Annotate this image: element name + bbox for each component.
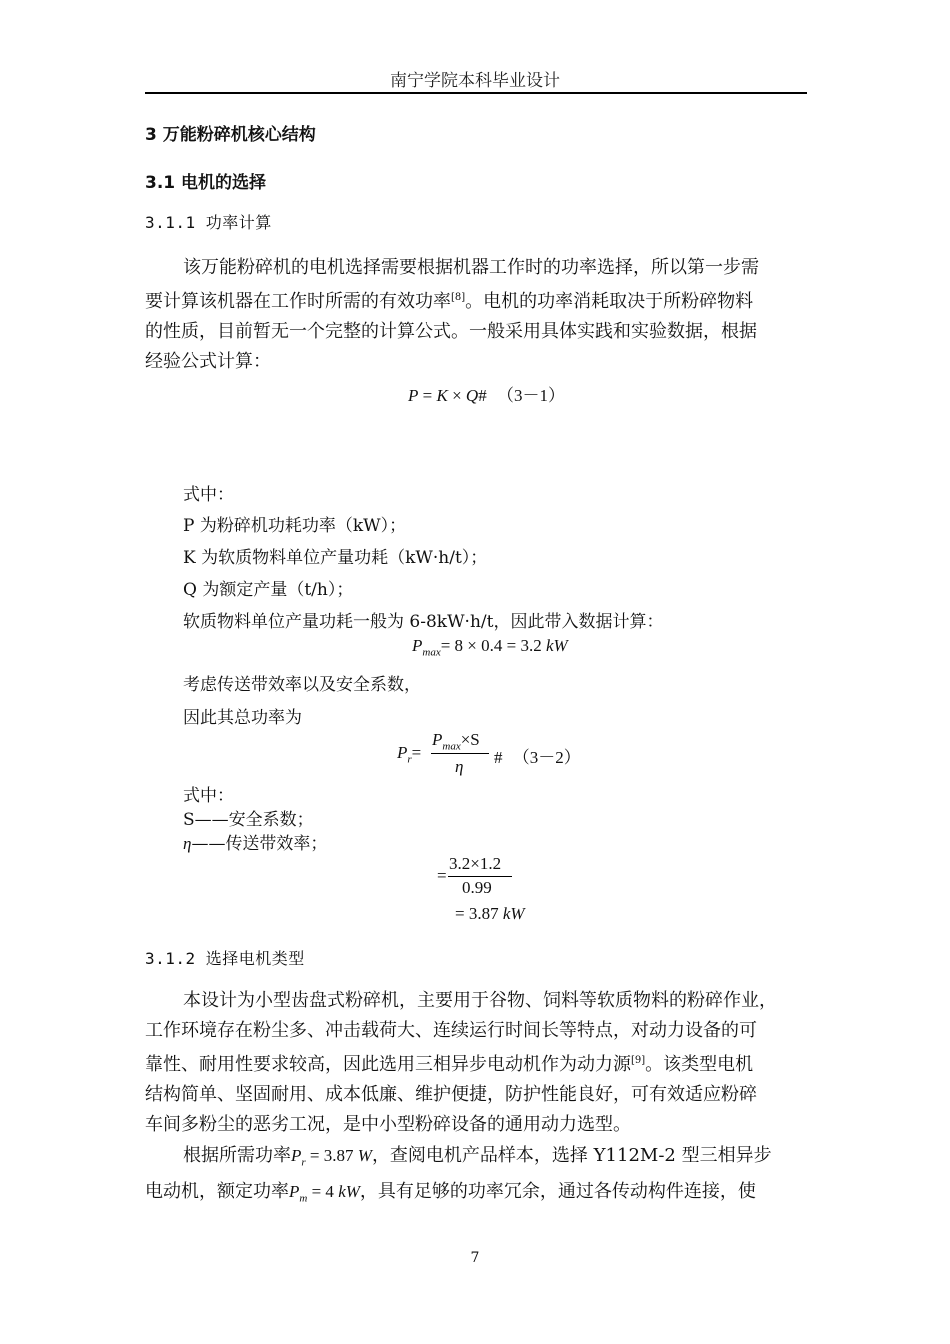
chapter-heading: 3 万能粉碎机核心结构	[145, 125, 316, 145]
eq-var-p: P	[397, 743, 408, 762]
eq-subscript: max	[422, 646, 441, 659]
page-number: 7	[470, 1250, 480, 1266]
eq-tail	[494, 743, 581, 768]
eq-var-p: P	[432, 730, 443, 749]
text-segment: 。该类型电机	[645, 1054, 754, 1075]
fraction-numerator: 3.2×1.2	[449, 854, 502, 873]
total-power-line: 因此其总功率为	[183, 708, 302, 728]
eq-var-p: P	[412, 636, 423, 655]
text-line: 经验公式计算：	[145, 351, 271, 372]
text-line: 结构简单、坚固耐用、成本低廉、维护便捷，防护性能良好，可有效适应粉碎	[145, 1084, 757, 1105]
eq-hash: #	[494, 748, 503, 767]
eq-lhs	[397, 743, 421, 765]
text-line	[145, 1046, 807, 1080]
subsection-heading-power-calc: 3.1.1 功率计算	[145, 213, 272, 232]
equation-3-1	[408, 381, 565, 406]
eq-var-eta: η	[455, 757, 464, 776]
where-title: 式中：	[183, 485, 234, 505]
eq-unit: kW	[338, 1182, 360, 1202]
text-segment: 。电机的功率消耗取决于所粉碎物料	[465, 291, 754, 312]
text-line: 工作环境存在粉尘多、冲击载荷大、连续运行时间长等特点，对动力设备的可	[145, 1020, 757, 1041]
text-line	[145, 1177, 807, 1213]
eq-unit: kW	[545, 636, 568, 655]
text-line	[145, 283, 807, 317]
eq-equals: =	[422, 386, 433, 405]
where-def-p: P 为粉碎机功耗功率（kW）；	[183, 516, 407, 536]
text-segment: ，具有足够的功率冗余，通过各传动构件连接，使	[359, 1181, 756, 1203]
citation-ref: [9]	[631, 1055, 646, 1066]
eq-times: ×	[452, 386, 462, 405]
where-title: 式中：	[183, 786, 234, 806]
eq-var-eta: η	[183, 834, 192, 853]
eq-unit: W	[357, 1146, 372, 1165]
eq-var-p: P	[408, 386, 419, 405]
eq-num-rest: ×S	[460, 730, 480, 749]
eq-rhs: = 3.87	[305, 1146, 358, 1165]
eq-subscript: r	[301, 1156, 306, 1169]
where-def-q: Q 为额定产量（t/h）；	[183, 580, 354, 600]
eq-rhs: = 8 × 0.4 = 3.2	[440, 636, 546, 655]
fraction-bar	[448, 876, 512, 877]
text-segment: ，查阅电机产品样本，选择 Y112M-2 型三相异步	[371, 1145, 772, 1166]
text-segment: 根据所需功率	[183, 1145, 291, 1166]
text-segment: 靠性、耐用性要求较高，因此选用三相异步电动机作为动力源	[145, 1054, 631, 1075]
where-def-k: K 为软质物料单位产量功耗（kW·h/t）；	[183, 548, 488, 568]
paragraph-motor-selection	[145, 1141, 807, 1214]
eq-equals: =	[411, 743, 422, 762]
eq-subscript: m	[299, 1192, 308, 1205]
subsection-heading-motor-type: 3.1.2 选择电机类型	[145, 949, 305, 968]
text-line: 该万能粉碎机的电机选择需要根据机器工作时的功率选择，所以第一步需	[183, 257, 759, 278]
header-divider	[145, 92, 807, 94]
fraction-denominator	[455, 757, 463, 777]
text-line: 车间多粉尘的恶劣工况，是中小型粉碎设备的通用动力选型。	[145, 1114, 631, 1135]
equation-pmax	[412, 636, 568, 658]
eq-subscript: r	[407, 753, 412, 766]
fraction-numerator	[432, 730, 480, 752]
eq-rhs: = 3.87	[455, 904, 503, 923]
eq-unit: kW	[502, 904, 525, 923]
paragraph-power-intro	[145, 253, 807, 377]
eq-rhs: = 4	[307, 1182, 339, 1202]
text-line: 的性质，目前暂无一个完整的计算公式。一般采用具体实践和实验数据，根据	[145, 321, 757, 342]
fraction-bar	[431, 753, 489, 754]
text-segment: 电动机，额定功率	[145, 1181, 289, 1203]
text-segment: 要计算该机器在工作时所需的有效功率	[145, 291, 451, 312]
where-def-s: S——安全系数；	[183, 810, 314, 830]
inline-formula-pm	[289, 1182, 360, 1205]
eq-hash: #	[478, 386, 487, 405]
consumption-note: 软质物料单位产量功耗一般为 6-8kW·h/t，因此带入数据计算：	[183, 612, 664, 632]
text-line	[145, 1141, 807, 1177]
inline-formula-pr	[291, 1146, 372, 1169]
eq-var-p: P	[291, 1146, 302, 1165]
consider-line: 考虑传送带效率以及安全系数，	[183, 675, 421, 695]
paragraph-motor-type	[145, 986, 807, 1140]
calc-result	[455, 904, 525, 924]
text-segment: ——传送带效率；	[191, 834, 328, 854]
eq-equals: =	[437, 866, 447, 885]
eq-subscript: max	[442, 740, 461, 753]
fraction-denominator: 0.99	[462, 878, 492, 897]
eq-var-k: K	[436, 386, 448, 405]
eq-var-q: Q	[465, 386, 479, 405]
text-line: 本设计为小型齿盘式粉碎机，主要用于谷物、饲料等软质物料的粉碎作业，	[183, 990, 777, 1011]
citation-ref: [8]	[451, 292, 466, 303]
section-heading: 3.1 电机的选择	[145, 173, 267, 193]
eq-label: （3－1）	[496, 386, 565, 405]
eq-label: （3－2）	[512, 748, 581, 767]
page-header-title: 南宁学院本科毕业设计	[390, 71, 560, 91]
eq-var-p: P	[289, 1182, 300, 1202]
where-def-eta	[183, 829, 327, 854]
